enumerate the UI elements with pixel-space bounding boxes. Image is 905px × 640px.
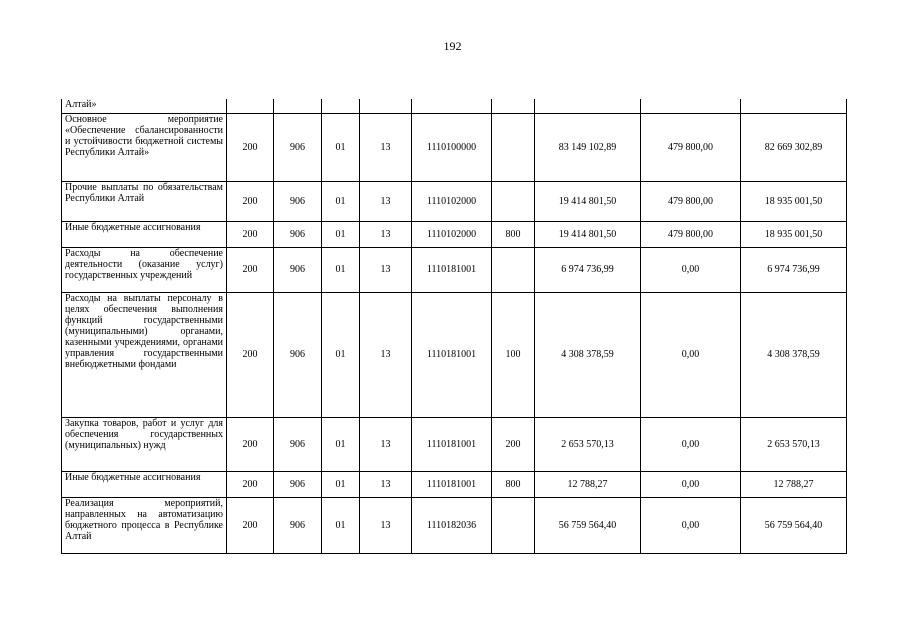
amount-col-3: 18 935 001,50 xyxy=(741,221,847,247)
code-col-2: 906 xyxy=(274,497,322,553)
table-row xyxy=(62,181,847,221)
subsection-col: 13 xyxy=(360,181,412,221)
code-col-2: 906 xyxy=(274,113,322,181)
amount-col-2: 479 800,00 xyxy=(641,113,741,181)
expense-type-col: 800 xyxy=(492,471,535,497)
table-row xyxy=(62,497,847,553)
target-article-col: 1110102000 xyxy=(412,181,492,221)
amount-col-1: 6 974 736,99 xyxy=(535,247,641,292)
table-row xyxy=(62,113,847,181)
row-name: Расходы на обеспечение деятельности (оказание услуг) государственных учреждений xyxy=(62,247,227,292)
amount-col-2: 0,00 xyxy=(641,417,741,471)
code-col-1: 200 xyxy=(227,181,274,221)
section-col xyxy=(322,99,360,113)
expense-type-col xyxy=(492,113,535,181)
section-col: 01 xyxy=(322,471,360,497)
amount-col-2: 479 800,00 xyxy=(641,181,741,221)
section-col: 01 xyxy=(322,113,360,181)
row-name: Реализация мероприятий, направленных на автоматизацию бюджетного процесса в Республике Алтай xyxy=(62,497,227,553)
code-col-1: 200 xyxy=(227,113,274,181)
code-col-1: 200 xyxy=(227,221,274,247)
expense-type-col xyxy=(492,99,535,113)
expense-type-col: 100 xyxy=(492,292,535,417)
row-name: Иные бюджетные ассигнования xyxy=(62,221,227,247)
target-article-col: 1110182036 xyxy=(412,497,492,553)
amount-col-1: 19 414 801,50 xyxy=(535,181,641,221)
expense-type-col: 200 xyxy=(492,417,535,471)
subsection-col: 13 xyxy=(360,292,412,417)
row-name: Прочие выплаты по обязательствам Республики Алтай xyxy=(62,181,227,221)
subsection-col: 13 xyxy=(360,247,412,292)
table-row xyxy=(62,292,847,417)
amount-col-1: 56 759 564,40 xyxy=(535,497,641,553)
code-col-2: 906 xyxy=(274,292,322,417)
amount-col-3: 6 974 736,99 xyxy=(741,247,847,292)
amount-col-3: 56 759 564,40 xyxy=(741,497,847,553)
row-name: Иные бюджетные ассигнования xyxy=(62,471,227,497)
amount-col-1: 12 788,27 xyxy=(535,471,641,497)
target-article-col: 1110181001 xyxy=(412,471,492,497)
code-col-1 xyxy=(227,99,274,113)
code-col-1: 200 xyxy=(227,247,274,292)
section-col: 01 xyxy=(322,417,360,471)
target-article-col: 1110181001 xyxy=(412,247,492,292)
subsection-col: 13 xyxy=(360,221,412,247)
amount-col-3: 12 788,27 xyxy=(741,471,847,497)
amount-col-3: 2 653 570,13 xyxy=(741,417,847,471)
section-col: 01 xyxy=(322,221,360,247)
amount-col-1: 83 149 102,89 xyxy=(535,113,641,181)
expense-type-col xyxy=(492,247,535,292)
amount-col-1: 4 308 378,59 xyxy=(535,292,641,417)
code-col-1: 200 xyxy=(227,497,274,553)
page-number: 192 xyxy=(443,39,462,53)
code-col-1: 200 xyxy=(227,471,274,497)
target-article-col: 1110181001 xyxy=(412,417,492,471)
code-col-2: 906 xyxy=(274,471,322,497)
row-name: Закупка товаров, работ и услуг для обеспечения государственных (муниципальных) нужд xyxy=(62,417,227,471)
code-col-2: 906 xyxy=(274,417,322,471)
amount-col-3: 82 669 302,89 xyxy=(741,113,847,181)
amount-col-3 xyxy=(741,99,847,113)
row-name: Основное мероприятие «Обеспечение сбалансированности и устойчивости бюджетной системы Республики Алтай» xyxy=(62,113,227,181)
code-col-2: 906 xyxy=(274,181,322,221)
expense-type-col xyxy=(492,181,535,221)
amount-col-3: 18 935 001,50 xyxy=(741,181,847,221)
expense-type-col: 800 xyxy=(492,221,535,247)
section-col: 01 xyxy=(322,247,360,292)
target-article-col xyxy=(412,99,492,113)
table-row xyxy=(62,247,847,292)
amount-col-2: 0,00 xyxy=(641,471,741,497)
amount-col-1: 2 653 570,13 xyxy=(535,417,641,471)
code-col-2: 906 xyxy=(274,221,322,247)
amount-col-2: 0,00 xyxy=(641,292,741,417)
target-article-col: 1110100000 xyxy=(412,113,492,181)
amount-col-2: 0,00 xyxy=(641,497,741,553)
table-row xyxy=(62,417,847,471)
amount-col-3: 4 308 378,59 xyxy=(741,292,847,417)
subsection-col: 13 xyxy=(360,417,412,471)
subsection-col: 13 xyxy=(360,471,412,497)
section-col: 01 xyxy=(322,292,360,417)
table-row xyxy=(62,99,847,113)
budget-table xyxy=(61,99,847,554)
code-col-1: 200 xyxy=(227,417,274,471)
table-row xyxy=(62,221,847,247)
target-article-col: 1110102000 xyxy=(412,221,492,247)
subsection-col: 13 xyxy=(360,113,412,181)
table-row xyxy=(62,471,847,497)
expense-type-col xyxy=(492,497,535,553)
subsection-col xyxy=(360,99,412,113)
code-col-2 xyxy=(274,99,322,113)
row-name: Расходы на выплаты персоналу в целях обеспечения выполнения функций государственными (муниципальными) органами, казенными учреждениями, органами управления государственными внебюджетными фондами xyxy=(62,292,227,417)
section-col: 01 xyxy=(322,497,360,553)
amount-col-2: 0,00 xyxy=(641,247,741,292)
amount-col-1 xyxy=(535,99,641,113)
section-col: 01 xyxy=(322,181,360,221)
code-col-2: 906 xyxy=(274,247,322,292)
subsection-col: 13 xyxy=(360,497,412,553)
row-name: Алтай» xyxy=(62,99,227,113)
budget-table-body xyxy=(62,99,847,553)
amount-col-2: 479 800,00 xyxy=(641,221,741,247)
code-col-1: 200 xyxy=(227,292,274,417)
amount-col-2 xyxy=(641,99,741,113)
amount-col-1: 19 414 801,50 xyxy=(535,221,641,247)
target-article-col: 1110181001 xyxy=(412,292,492,417)
